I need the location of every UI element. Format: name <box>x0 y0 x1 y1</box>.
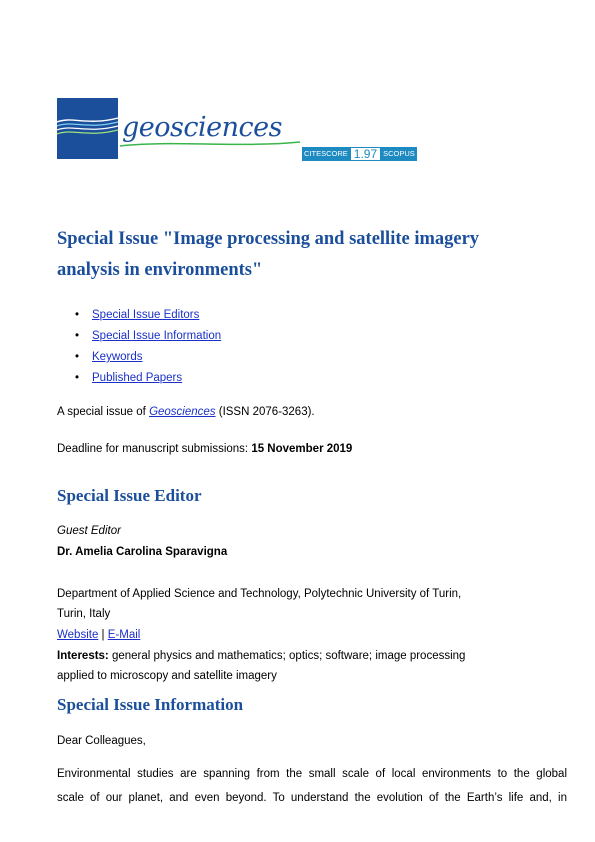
title-line-2: analysis in environments" <box>57 260 263 280</box>
bullet-icon: • <box>75 351 80 363</box>
toc-link-keywords[interactable]: Keywords <box>92 351 143 363</box>
toc-item-papers <box>57 370 221 391</box>
bullet-icon: • <box>75 309 80 321</box>
journal-line-prefix: A special issue of <box>57 406 150 418</box>
editor-name-line <box>57 544 227 561</box>
journal-line-suffix: (ISSN 2076-3263). <box>215 406 315 418</box>
deadline-date: 15 November 2019 <box>251 443 353 455</box>
interests-text-1: general physics and mathematics; optics; software; image processing <box>108 650 466 662</box>
toc-link-papers[interactable]: Published Papers <box>92 372 183 384</box>
editor-section-heading: Special Issue Editor <box>57 486 202 505</box>
editor-affiliation-2: Turin, Italy <box>57 608 111 620</box>
toc-item-information <box>57 328 221 349</box>
journal-line <box>57 404 315 421</box>
editor-role: Guest Editor <box>57 525 121 537</box>
toc-item-editors <box>57 307 221 328</box>
citescore-label: CITESCORE <box>302 147 350 161</box>
website-link[interactable]: Website <box>57 629 99 641</box>
citescore-badge[interactable] <box>302 147 417 161</box>
link-separator: | <box>98 629 108 641</box>
deadline-line <box>57 441 352 458</box>
special-issue-title <box>57 224 557 286</box>
deadline-label: Deadline for manuscript submissions: <box>57 443 252 455</box>
title-line-1: Special Issue "Image processing and satellite imagery <box>57 229 480 249</box>
bullet-icon: • <box>75 372 80 384</box>
logo-swoosh-icon <box>120 140 300 148</box>
greeting: Dear Colleagues, <box>57 735 146 747</box>
body-line-2: scale of our planet, and even beyond. To understand the evolution of the Earth’s life and, in <box>57 792 567 804</box>
bullet-icon: • <box>75 330 80 342</box>
interests-label: Interests: <box>57 650 109 662</box>
editor-interests-2: applied to microscopy and satellite imagery <box>57 670 277 682</box>
toc-link-information[interactable]: Special Issue Information <box>92 330 222 342</box>
email-link[interactable]: E-Mail <box>107 629 141 641</box>
journal-logo-icon[interactable] <box>57 98 118 159</box>
toc-item-keywords <box>57 349 221 370</box>
editor-affiliation-1: Department of Applied Science and Technology, Polytechnic University of Turin, <box>57 588 462 600</box>
table-of-contents <box>57 307 221 391</box>
wave-lines-icon <box>57 98 118 159</box>
editor-links <box>57 627 140 644</box>
journal-logo-text[interactable]: geosciences <box>122 112 282 143</box>
info-section-heading: Special Issue Information <box>57 695 244 714</box>
editor-name: Dr. Amelia Carolina Sparavigna <box>57 546 228 558</box>
citescore-value: 1.97 <box>350 147 381 161</box>
journal-link[interactable]: Geosciences <box>149 406 216 418</box>
toc-link-editors[interactable]: Special Issue Editors <box>92 309 200 321</box>
body-line-1: Environmental studies are spanning from the small scale of local environments to the global <box>57 768 567 780</box>
citescore-source: SCOPUS <box>381 147 417 161</box>
editor-interests-1 <box>57 648 465 665</box>
